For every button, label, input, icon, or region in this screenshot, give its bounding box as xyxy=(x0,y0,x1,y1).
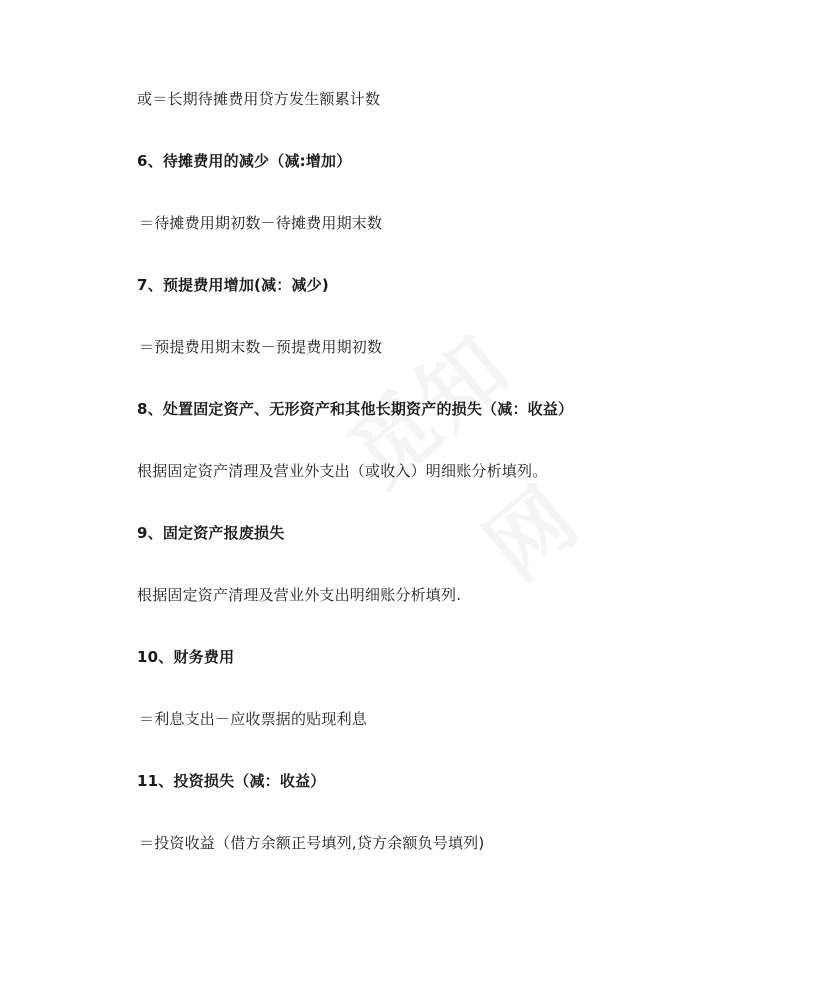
text-line-4: 根据固定资产清理及营业外支出（或收入）明细账分析填列。 xyxy=(137,462,548,480)
text-line-5: 根据固定资产清理及营业外支出明细账分析填列. xyxy=(137,586,462,604)
heading-6: 6、待摊费用的减少（减:增加） xyxy=(137,152,352,170)
heading-7: 7、预提费用增加(减：减少) xyxy=(137,276,329,294)
heading-11: 11、投资损失（减：收益） xyxy=(137,772,326,790)
text-line-2: ＝待摊费用期初数－待摊费用期末数 xyxy=(139,214,383,232)
text-line-7: ＝投资收益（借方余额正号填列,贷方余额负号填列) xyxy=(139,834,485,852)
heading-9: 9、固定资产报废损失 xyxy=(137,524,285,542)
heading-8: 8、处置固定资产、无形资产和其他长期资产的损失（减：收益） xyxy=(137,400,574,418)
text-line-6: ＝利息支出－应收票据的贴现利息 xyxy=(139,710,368,728)
text-line-3: ＝预提费用期末数－预提费用期初数 xyxy=(139,338,383,356)
heading-10: 10、财务费用 xyxy=(137,648,235,666)
text-line-1: 或＝长期待摊费用贷方发生额累计数 xyxy=(137,90,381,108)
